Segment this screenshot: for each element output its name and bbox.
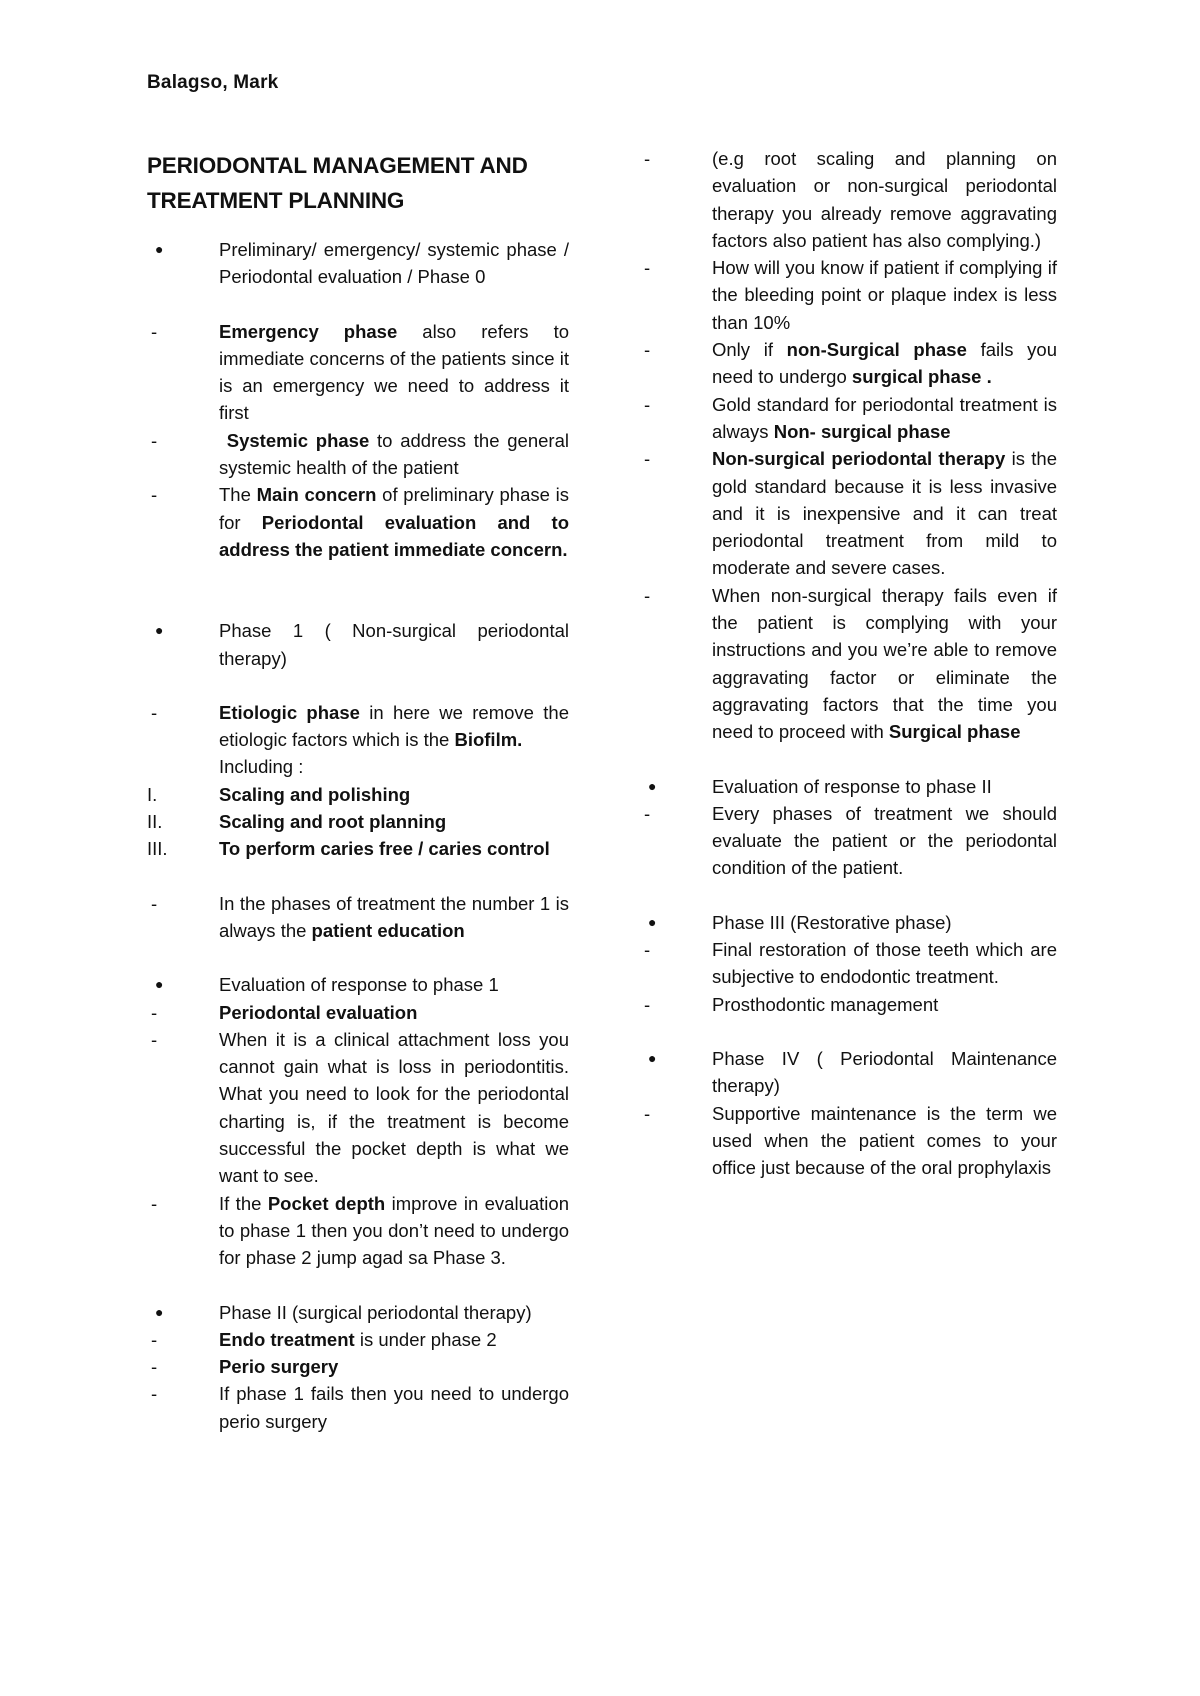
text-run: is the gold standard because it is less invasive and it is inexpensive and it can treat periodontal treatment from mild to moderate and severe cases. (712, 448, 1057, 579)
bullet-item (147, 1299, 569, 1326)
dash-item (640, 391, 1057, 446)
dash-icon: - (151, 892, 158, 914)
bullet-icon: ● (155, 1303, 164, 1320)
roman-numeral: I. (147, 783, 158, 805)
bold-term: Emergency phase (219, 320, 398, 342)
bullet-icon: ● (648, 777, 657, 794)
left-column (147, 148, 569, 1435)
dash-text: Every phases of treatment we should evaluate the patient or the periodontal condition of the patient. (712, 802, 1057, 879)
bold-term: Pocket depth (267, 1192, 386, 1214)
dash-text: When it is a clinical attachment loss you cannot gain what is loss in periodontitis. What you need to look for the periodontal charting is, if the treatment is become successful the pocket depth is what we want to see. (219, 1028, 569, 1187)
bold-term: surgical phase . (851, 366, 992, 388)
dash-icon: - (644, 802, 651, 824)
bullet-icon: ● (155, 976, 164, 993)
text-run: fails you need to undergo (712, 339, 1057, 388)
bullet-item (147, 236, 569, 291)
bullet-item (640, 1045, 1057, 1100)
dash-icon: - (151, 484, 158, 506)
roman-text: Scaling and polishing (219, 783, 411, 805)
dash-text: Final restoration of those teeth which are subjective to endodontic treatment. (712, 939, 1057, 988)
dash-icon: - (151, 429, 158, 451)
text-run: Gold standard for periodontal treatment is always (712, 393, 1057, 442)
dash-icon: - (151, 1356, 158, 1378)
roman-item (147, 781, 569, 808)
dash-icon: - (644, 148, 651, 169)
bullet-icon: ● (155, 241, 164, 257)
dash-text: Prosthodontic management (712, 993, 939, 1015)
dash-text: Perio surgery (219, 1356, 339, 1378)
dash-text (712, 336, 1057, 391)
dash-item (640, 254, 1057, 336)
dash-text (219, 318, 569, 427)
roman-item (147, 835, 569, 862)
dash-icon: - (644, 393, 651, 415)
text-run: Only if (712, 339, 787, 361)
bullet-text: Phase III (Restorative phase) (712, 911, 952, 933)
bullet-text: Phase 1 ( Non-surgical periodontal therapy) (219, 620, 569, 669)
text-run: also refers to immediate concerns of the patients since it is an emergency we need to address it first (219, 320, 569, 424)
bold-term: Non- surgical phase (773, 420, 951, 442)
document-title (147, 148, 569, 218)
bold-term: Biofilm. (454, 729, 523, 751)
dash-item (147, 1353, 569, 1380)
dash-item (147, 427, 569, 482)
dash-text (219, 1190, 569, 1272)
bullet-text: Preliminary/ emergency/ systemic phase / Periodontal evaluation / Phase 0 (219, 239, 569, 288)
dash-item (147, 999, 569, 1026)
dash-text (712, 391, 1057, 446)
dash-icon: - (151, 1328, 158, 1350)
dash-item (640, 582, 1057, 746)
dash-text: How will you know if patient if complying if the bleeding point or plaque index is less than 10% (712, 257, 1057, 333)
bold-term: patient education (311, 919, 465, 941)
dash-item (640, 1100, 1057, 1182)
title-line-1: PERIODONTAL MANAGEMENT AND (147, 153, 528, 178)
dash-item (147, 1190, 569, 1272)
bold-term: non-Surgical phase (786, 339, 967, 361)
bullet-text: Phase II (surgical periodontal therapy) (219, 1301, 532, 1323)
dash-text (712, 582, 1057, 746)
bullet-icon: ● (155, 622, 164, 639)
dash-text (219, 481, 569, 563)
bullet-item (147, 971, 569, 998)
right-column (640, 145, 1057, 1181)
dash-item (147, 890, 569, 945)
text-run: in here we remove the etiologic factors which is the (219, 701, 569, 751)
text-run: is under phase 2 (354, 1328, 497, 1350)
bullet-text: Evaluation of response to phase II (712, 775, 992, 797)
text-run: When non-surgical therapy fails even if the patient is complying with your instructions and you we’re able to remove aggravating factor or eliminate the aggravating factors that the time you need to proceed with (712, 584, 1057, 743)
dash-item (640, 991, 1057, 1018)
dash-item (147, 1326, 569, 1353)
author-name: Balagso, Mark (147, 72, 279, 93)
roman-text: Scaling and root planning (219, 811, 447, 833)
dash-icon: - (644, 1102, 651, 1124)
dash-text (219, 1326, 569, 1353)
dash-icon: - (151, 320, 158, 342)
dash-item (147, 1026, 569, 1190)
text-run: to address the general systemic health of the patient (219, 429, 569, 479)
dash-text: Periodontal evaluation (219, 1001, 418, 1023)
text-run: In the phases of treatment the number 1 is always the (219, 892, 569, 941)
text-run: of preliminary phase is for (219, 484, 569, 533)
bold-term: Systemic phase (226, 429, 370, 451)
dash-item (640, 336, 1057, 391)
dash-icon: - (151, 1192, 158, 1214)
bullet-text: Phase IV ( Periodontal Maintenance therapy) (712, 1047, 1057, 1097)
dash-item (147, 481, 569, 563)
dash-icon: - (151, 701, 158, 723)
dash-text (219, 699, 569, 781)
text-run: improve in evaluation to phase 1 then you don’t need to undergo for phase 2 jump agad sa Phase 3. (219, 1192, 569, 1269)
bold-term: Periodontal evaluation and to address the patient immediate concern. (219, 511, 569, 560)
dash-icon: - (644, 448, 651, 470)
bold-term: Etiologic phase (219, 701, 360, 723)
dash-icon: - (644, 584, 651, 606)
dash-item (147, 1380, 569, 1435)
text-run: The (219, 484, 257, 506)
title-line-2: TREATMENT PLANNING (147, 188, 405, 213)
bullet-icon: ● (648, 1049, 657, 1066)
dash-icon: - (151, 1383, 158, 1405)
dash-icon: - (644, 993, 651, 1015)
dash-item (640, 800, 1057, 882)
bullet-icon: ● (648, 913, 657, 930)
dash-item (147, 699, 569, 781)
bullet-text: Evaluation of response to phase 1 (219, 974, 499, 996)
bold-term: Endo treatment (219, 1328, 355, 1350)
dash-icon: - (151, 1028, 158, 1050)
bullet-item (640, 909, 1057, 936)
dash-icon: - (151, 1001, 158, 1023)
roman-numeral: II. (147, 811, 163, 833)
text-run: If the (219, 1192, 268, 1214)
dash-icon: - (644, 939, 651, 961)
dash-text (219, 427, 569, 482)
bullet-item (147, 617, 569, 672)
text-run: Including : (219, 756, 304, 778)
dash-text (219, 890, 569, 945)
bold-term: Non-surgical periodontal therapy (712, 448, 1006, 470)
dash-item (147, 318, 569, 427)
bold-term: Surgical phase (888, 721, 1021, 743)
roman-numeral: III. (147, 838, 168, 860)
dash-text: If phase 1 fails then you need to undergo perio surgery (219, 1383, 569, 1432)
dash-icon: - (644, 257, 651, 279)
dash-text: Supportive maintenance is the term we used when the patient comes to your office just because of the oral prophylaxis (712, 1102, 1057, 1179)
dash-icon: - (644, 339, 651, 361)
dash-item (640, 445, 1057, 581)
dash-text: (e.g root scaling and planning on evaluation or non-surgical periodontal therapy you already remove aggravating factors also patient has also complying.) (712, 148, 1057, 251)
bullet-item (640, 773, 1057, 800)
dash-item (640, 145, 1057, 254)
dash-item (640, 936, 1057, 991)
roman-text: To perform caries free / caries control (219, 838, 550, 860)
dash-text (712, 445, 1057, 581)
bold-term: Main concern (256, 484, 377, 506)
roman-item (147, 808, 569, 835)
